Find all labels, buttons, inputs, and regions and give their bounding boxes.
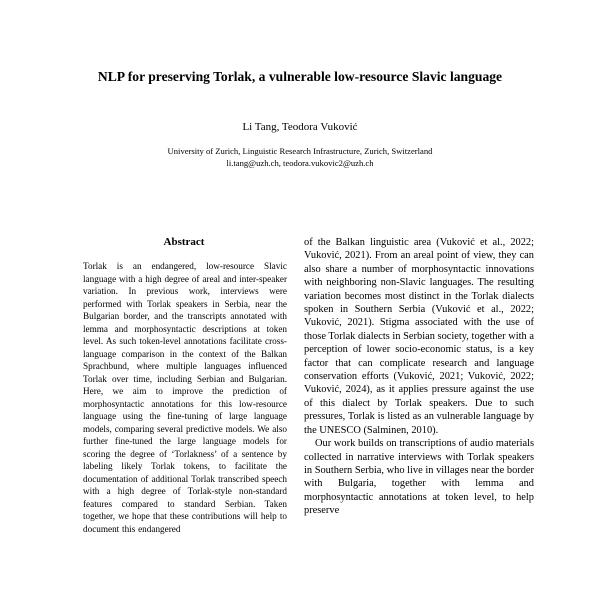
two-column-body (76, 236, 534, 535)
paper-emails: li.tang@uzh.ch, teodora.vukovic2@uzh.ch (226, 158, 374, 168)
abstract-text: Torlak is an endangered, low-resource Slavic language with a high degree of areal and inter-speaker variation. In previous work, interviews were performed with Torlak speakers in Serbia, near the Bulgarian border, and the transcripts annotated with lemma and morphosyntactic descriptions at token level. As such token-level annotations facilitate cross-language comparison in the context of the Balkan Sprachbund, where multiple languages influenced Torlak over time, including Serbian and Bulgarian. Here, we aim to improve the prediction of morphosyntactic annotations for this low-resource language using the fine-tuning of large language models, comparing several predictive models. We also further fine-tuned the large language models for scoring the degree of ‘Torlakness’ of a sentence by labeling likely Torlak tokens, to facilitate the documentation of additional Torlak transcribed speech with a high degree of Torlak-style non-standard features compared to standard Serbian. Taken together, we hope that these contributions will help to document this endangered (83, 261, 287, 534)
paper-authors: Li Tang, Teodora Vuković (242, 121, 358, 133)
paper-affiliation: University of Zurich, Linguistic Research Infrastructure, Zurich, Switzerland (167, 146, 433, 156)
right-column (304, 236, 534, 518)
paper-title: NLP for preserving Torlak, a vulnerable low-resource Slavic language (97, 69, 503, 85)
body-paragraph-our-work: Our work builds on transcriptions of audio materials collected in narrative interviews with Torlak speakers in Southern Serbia, who live in villages near the border with Bulgaria, together with lemma and morphosyntactic annotations at token level, to help preserve (304, 438, 534, 517)
body-paragraph-continuation: of the Balkan linguistic area (Vuković et al., 2022; Vuković, 2021). From an areal point of view, they can also share a number of morphosyntactic innovations with neighboring non-Slavic languages. The resulting variation becomes most distinct in the Torlak dialects spoken in Southern Serbia (Vuković et al., 2022; Vuković, 2021). Stigma associated with the use of those Torlak dialects in Serbian society, together with a perception of lower socio-economic status, is a key factor that can complicate research and language conservation efforts (Vuković, 2021; Vuković, 2022; Vuković, 2024), as it applies pressure against the use of this dialect by Torlak speakers. Due to such pressures, Torlak is listed as an vulnerable language by the UNESCO (Salminen, 2010). (304, 237, 534, 436)
left-column (76, 236, 292, 535)
abstract-heading: Abstract (163, 236, 205, 248)
